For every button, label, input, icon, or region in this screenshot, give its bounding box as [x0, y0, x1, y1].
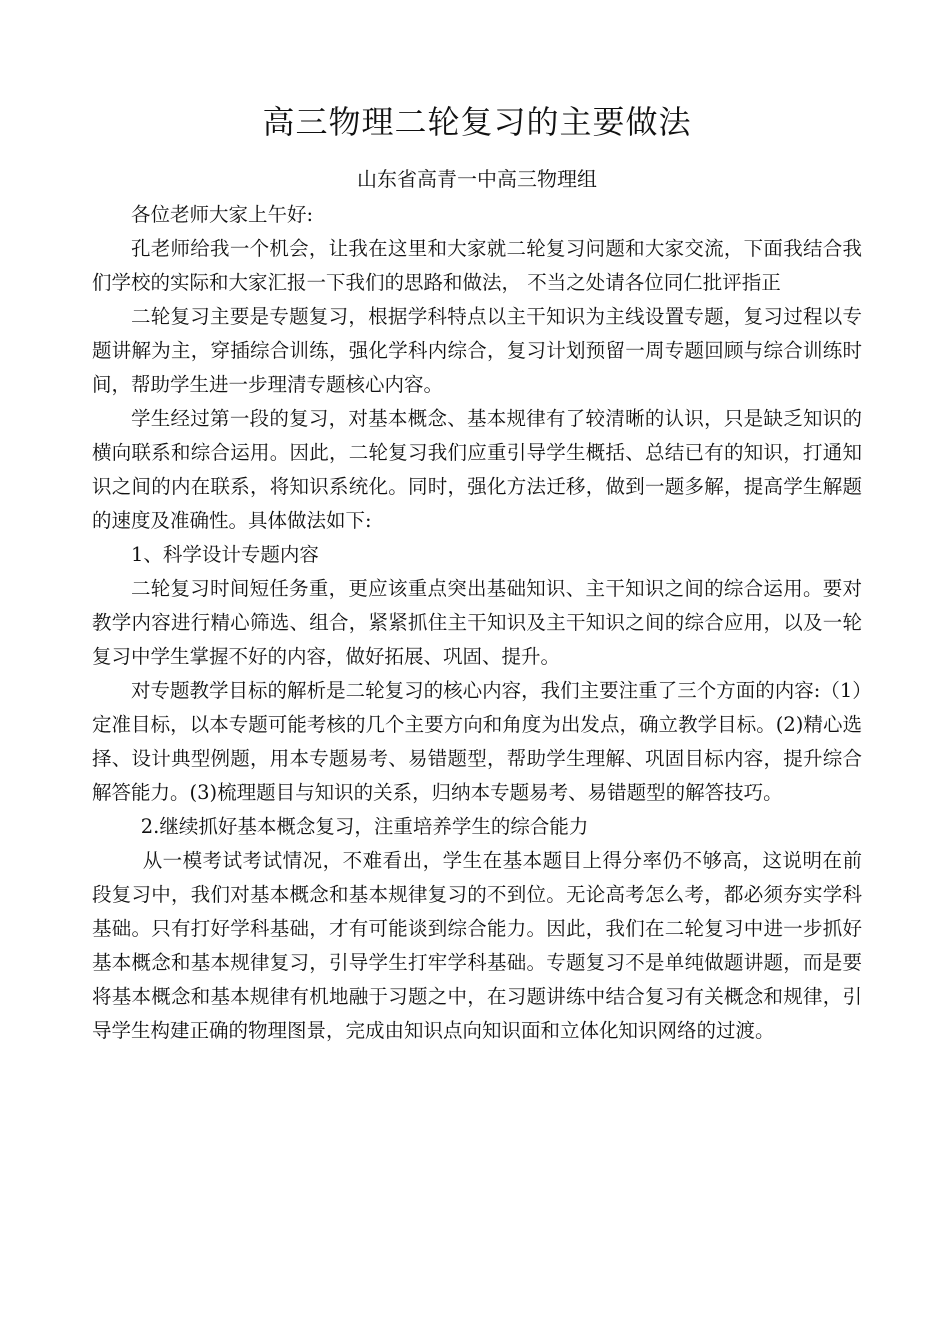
- document-subtitle: 山东省高青一中高三物理组: [357, 167, 597, 191]
- document-title: 高三物理二轮复习的主要做法: [262, 103, 692, 141]
- section-heading-1: 1、科学设计专题内容: [131, 543, 319, 566]
- paragraph-background: 学生经过第一段的复习，对基本概念、基本规律有了较清晰的认识，只是缺乏知识的横向联系和综合运用。因此，二轮复习我们应重引导学生概括、总结已有的知识，打通知识之间的内在联系，将知识系统化。同时，强化方法迁移，做到一题多解，提高学生解题的速度及准确性。具体做法如下:: [92, 407, 862, 532]
- section2-paragraph: 从一模考试考试情况，不难看出，学生在基本题目上得分率仍不够高，这说明在前段复习中，我们对基本概念和基本规律复习的不到位。无论高考怎么考，都必须夯实学科基础。只有打好学科基础，才有可能谈到综合能力。因此，我们在二轮复习中进一步抓好基本概念和基本规律复习，引导学生打牢学科基础。专题复习不是单纯做题讲题，而是要将基本概念和基本规律有机地融于习题之中，在习题讲练中结合复习有关概念和规律，引导学生构建正确的物理图景，完成由知识点向知识面和立体化知识网络的过渡。: [92, 849, 862, 1042]
- document-body: [92, 198, 862, 1048]
- section1-paragraph: 对专题教学目标的解析是二轮复习的核心内容，我们主要注重了三个方面的内容:（1）定准目标，以本专题可能考核的几个主要方向和角度为出发点，确立教学目标。(2)精心选择、设计典型例题，用本专题易考、易错题型，帮助学生理解、巩固目标内容，提升综合解答能力。(3)梳理题目与知识的关系，归纳本专题易考、易错题型的解答技巧。: [92, 679, 862, 804]
- paragraph-intro: 孔老师给我一个机会，让我在这里和大家就二轮复习问题和大家交流，下面我结合我们学校的实际和大家汇报一下我们的思路和做法， 不当之处请各位同仁批评指正: [92, 237, 862, 294]
- section1-paragraph: 二轮复习时间短任务重，更应该重点突出基础知识、主干知识之间的综合运用。要对教学内容进行精心筛选、组合，紧紧抓住主干知识及主干知识之间的综合应用，以及一轮复习中学生掌握不好的内容，做好拓展、巩固、提升。: [92, 577, 862, 668]
- paragraph-overview: 二轮复习主要是专题复习，根据学科特点以主干知识为主线设置专题，复习过程以专题讲解为主，穿插综合训练，强化学科内综合，复习计划预留一周专题回顾与综合训练时间，帮助学生进一步理清专题核心内容。: [92, 305, 862, 396]
- greeting: 各位老师大家上午好:: [131, 203, 314, 226]
- section-heading-2: 2.继续抓好基本概念复习，注重培养学生的综合能力: [140, 815, 589, 838]
